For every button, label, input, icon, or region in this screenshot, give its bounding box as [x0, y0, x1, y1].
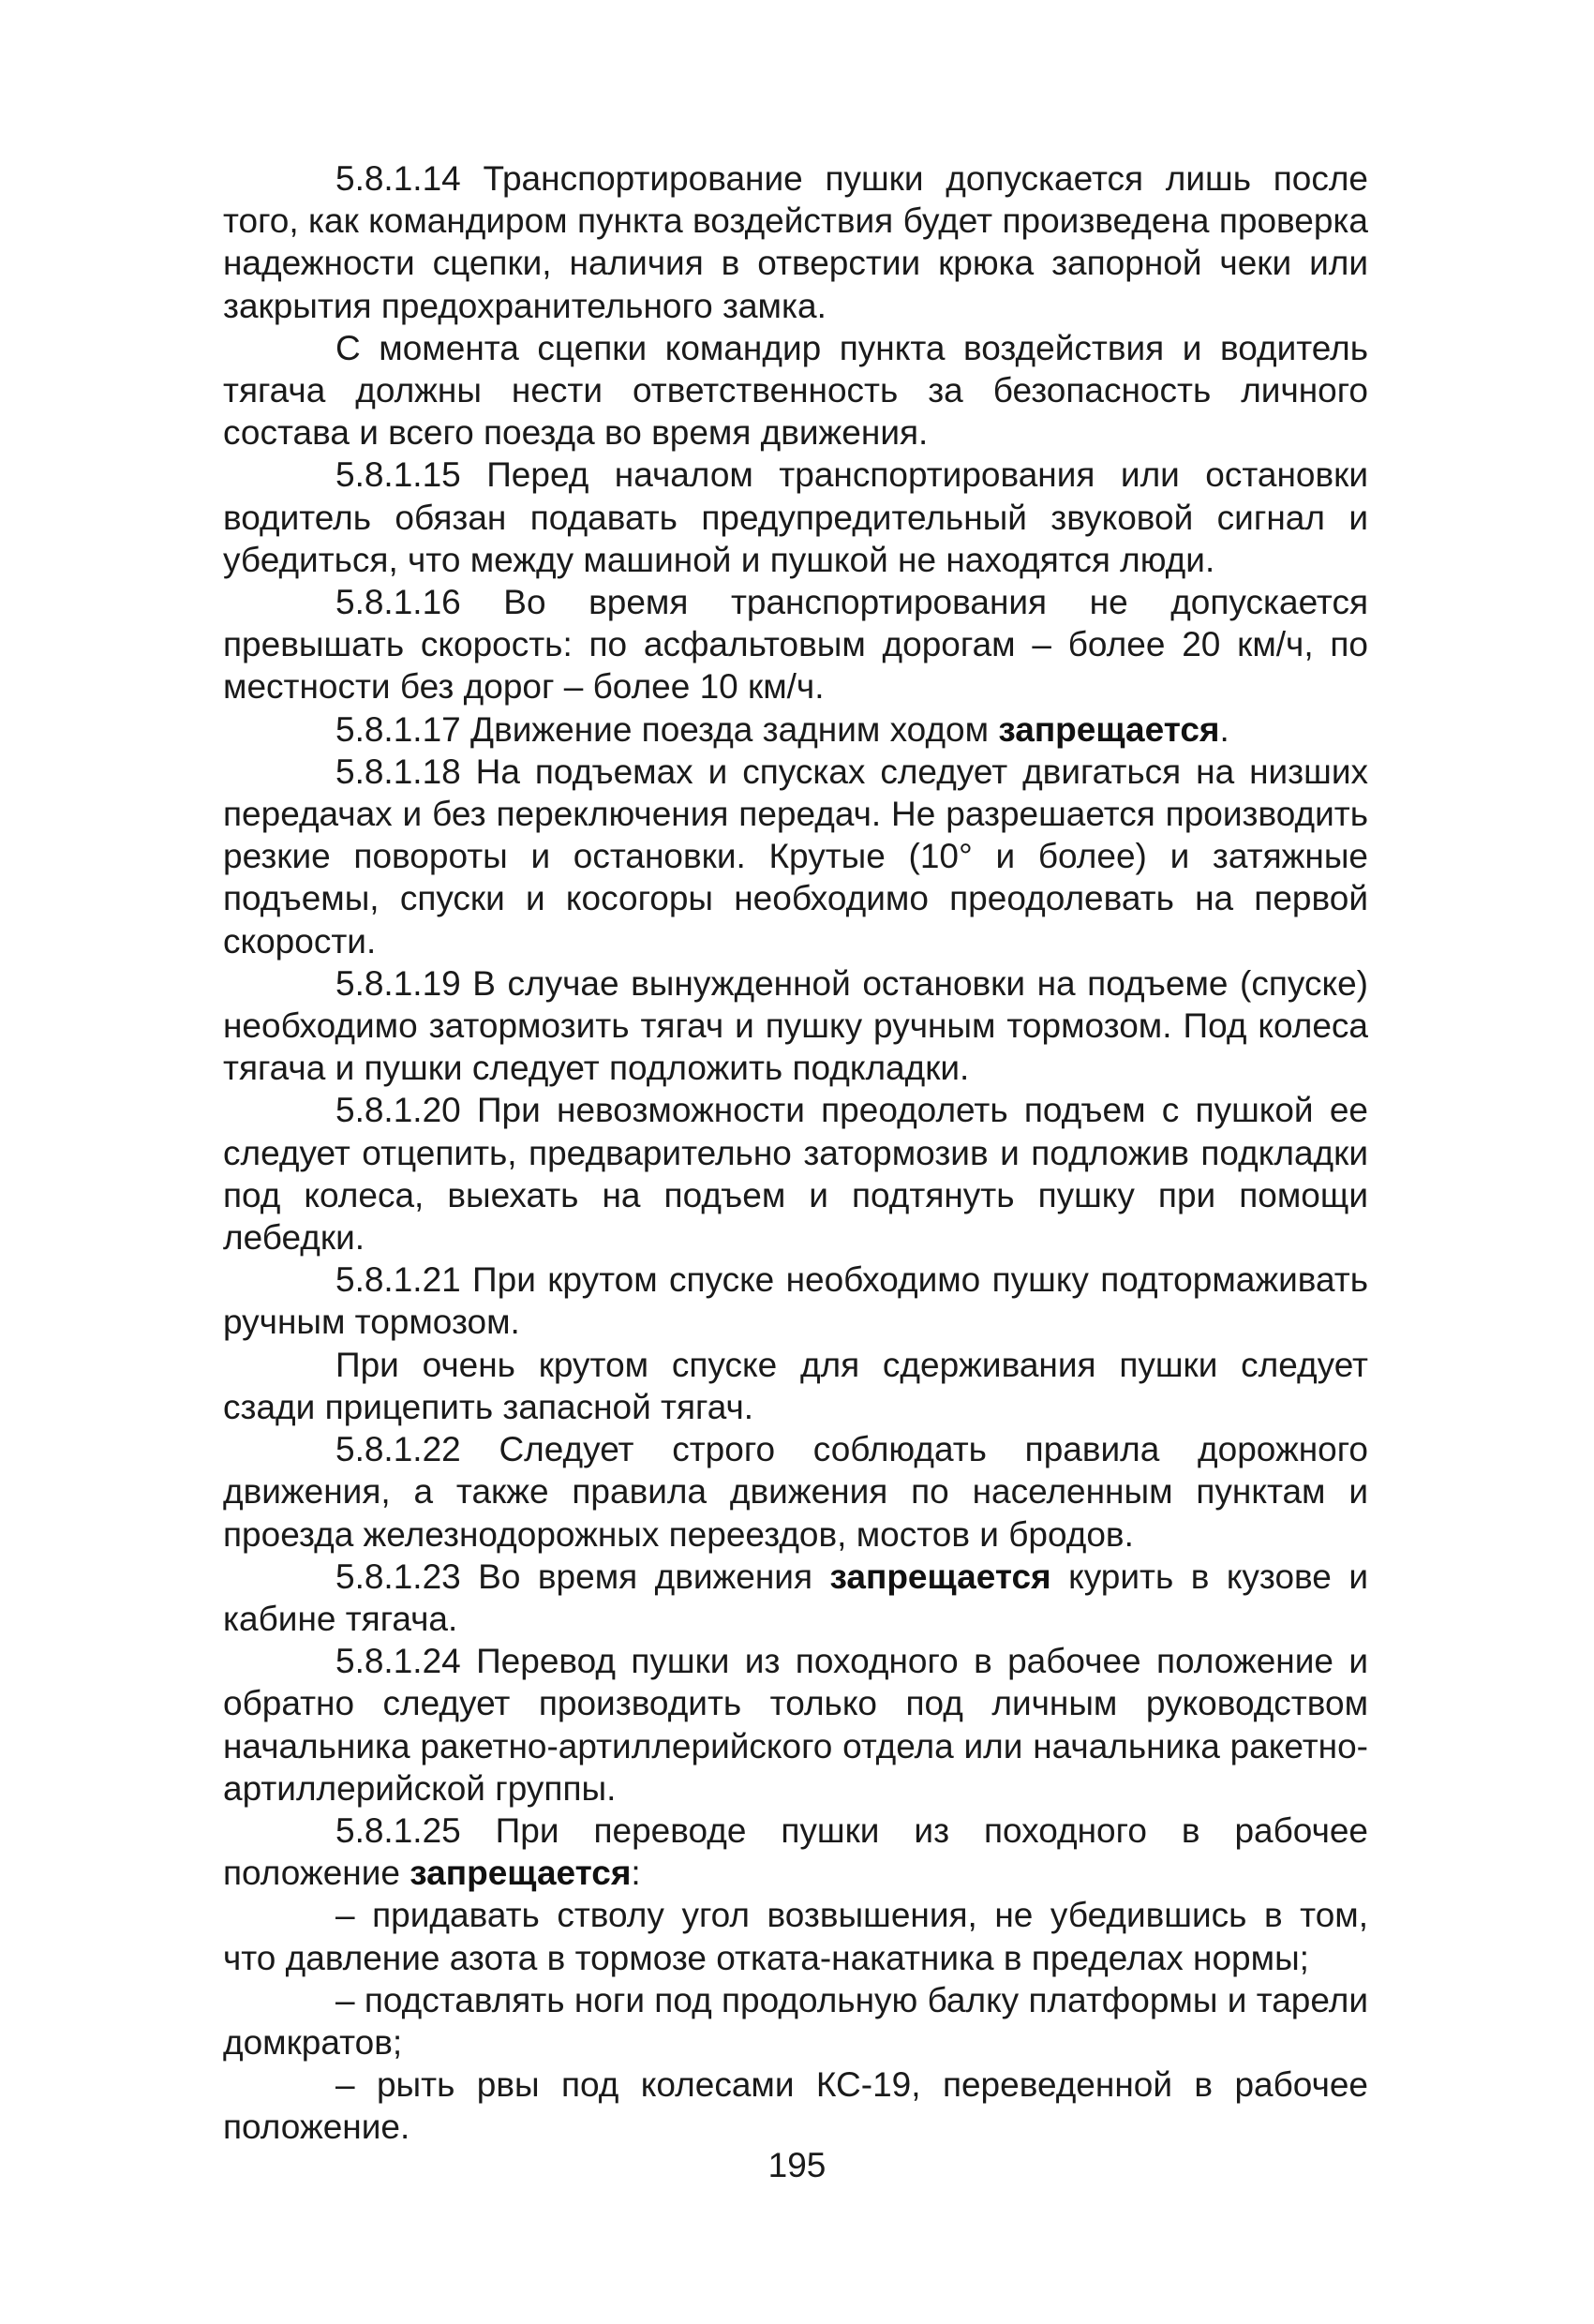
paragraph-5-8-1-15: 5.8.1.15 Перед началом транспортирования или остановки водитель обязан подавать предупредительный звуковой сигнал и убедиться, что между машиной и пушкой не находятся люди.	[223, 455, 1368, 579]
bold-prohibited: запрещается	[410, 1854, 632, 1893]
body-text	[223, 157, 1368, 2149]
paragraph-5-8-1-24: 5.8.1.24 Перевод пушки из походного в рабочее положение и обратно следует производить только под личным руководством начальника ракетно-артиллерийского отдела или начальника ракетно-артиллерийской группы.	[223, 1642, 1368, 1808]
paragraph-5-8-1-25: 5.8.1.25 При переводе пушки из походного в рабочее положение запрещается:	[223, 1810, 1368, 1893]
paragraph-5-8-1-20: 5.8.1.20 При невозможности преодолеть подъем с пушкой ее следует отцепить, предварительно затормозив и подложив подкладки под колеса, выехать на подъем и подтянуть пушку при помощи лебедки.	[223, 1091, 1368, 1258]
paragraph-5-8-1-19: 5.8.1.19 В случае вынужденной остановки на подъеме (спуске) необходимо затормозить тягач и пушку ручным тормозом. Под колеса тягача и пушки следует подложить подкладки.	[223, 963, 1368, 1088]
page-number: 195	[767, 2146, 827, 2184]
paragraph-5-8-1-22: 5.8.1.22 Следует строго соблюдать правила дорожного движения, а также правила движения по населенным пунктам и проезда железнодорожных переездов, мостов и бродов.	[223, 1430, 1368, 1554]
bold-prohibited: запрещается	[829, 1557, 1051, 1596]
paragraph-5-8-1-14: 5.8.1.14 Транспортирование пушки допускается лишь после того, как командиром пункта воздействия будет произведена проверка надежности сцепки, наличия в отверстии крюка запорной чеки или закрытия предохранительного замка.	[223, 159, 1368, 325]
paragraph-steep-descent: При очень крутом спуске для сдерживания пушки следует сзади прицепить запасной тягач.	[223, 1345, 1368, 1426]
list-item-ditches: – рыть рвы под колесами КС-19, переведенной в рабочее положение.	[223, 2065, 1368, 2147]
list-item-elevation: – придавать стволу угол возвышения, не убедившись в том, что давление азота в тормозе отката-накатника в пределах нормы;	[223, 1896, 1368, 1977]
list-item-legs: – подставлять ноги под продольную балку платформы и тарели домкратов;	[223, 1980, 1368, 2062]
paragraph-5-8-1-23: 5.8.1.23 Во время движения запрещается курить в кузове и кабине тягача.	[223, 1557, 1368, 1638]
paragraph-5-8-1-18: 5.8.1.18 На подъемах и спусках следует двигаться на низших передачах и без переключения передач. Не разрешается производить резкие повороты и остановки. Крутые (10° и более) и затяжные подъемы, спуски и косогоры необходимо преодолевать на первой скорости.	[223, 752, 1368, 961]
paragraph-5-8-1-21: 5.8.1.21 При крутом спуске необходимо пушку подтормаживать ручным тормозом.	[223, 1260, 1368, 1342]
bold-prohibited: запрещается	[998, 709, 1220, 749]
paragraph-5-8-1-17: 5.8.1.17 Движение поезда задним ходом запрещается.	[335, 709, 1229, 749]
paragraph-5-8-1-16: 5.8.1.16 Во время транспортирования не допускается превышать скорость: по асфальтовым дорогам – более 20 км/ч, по местности без дорог – более 10 км/ч.	[223, 583, 1368, 707]
paragraph-responsibility: С момента сцепки командир пункта воздействия и водитель тягача должны нести ответственность за безопасность личного состава и всего поезда во время движения.	[223, 328, 1368, 453]
